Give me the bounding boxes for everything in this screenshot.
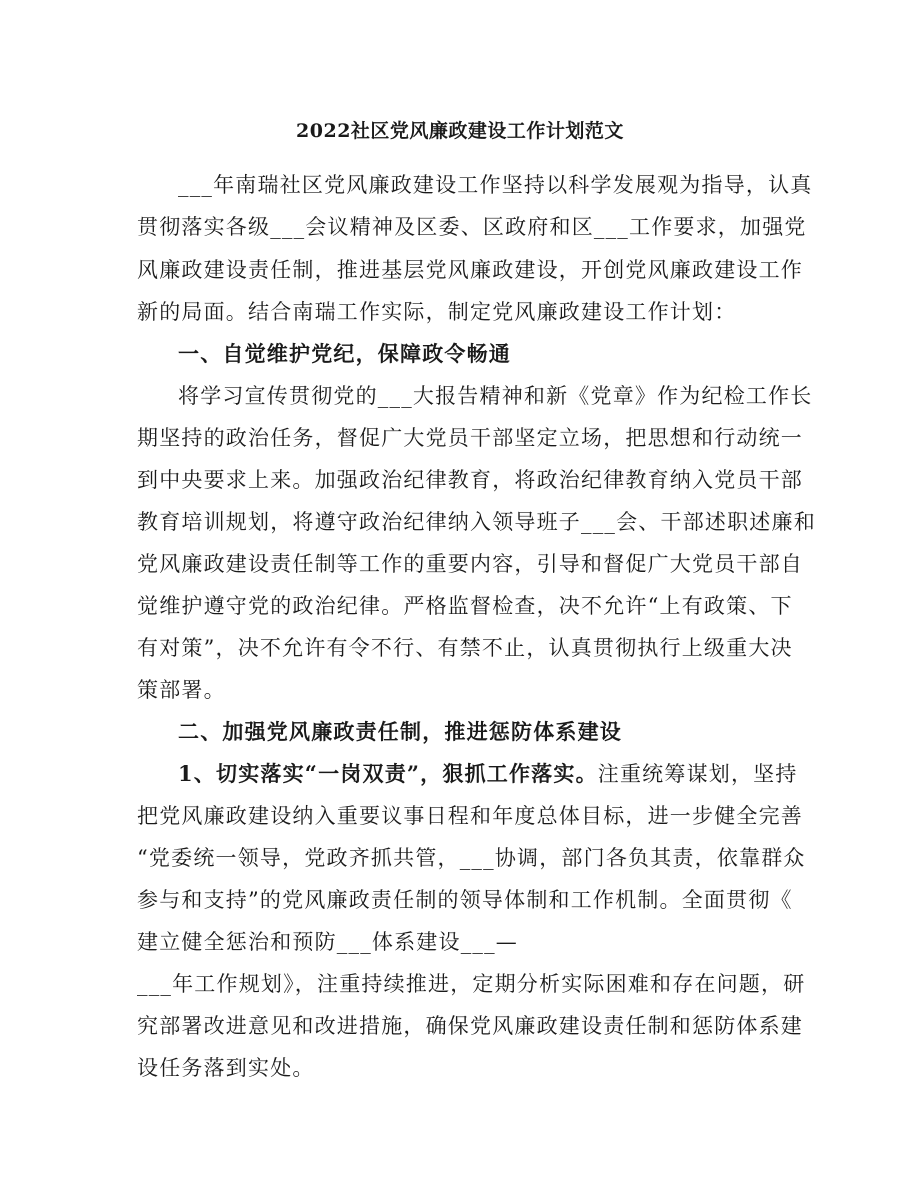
- paragraph-line: 觉维护遵守党的政治纪律。严格监督检查，决不允许“上有政策、下: [137, 594, 793, 618]
- paragraph-line: 教育培训规划，将遵守政治纪律纳入领导班子___会、干部述职述廉和: [137, 510, 816, 534]
- paragraph-line: ___年南瑞社区党风廉政建设工作坚持以科学发展观为指导，认真: [178, 173, 813, 197]
- paragraph-line: 有对策”，决不允许有令不行、有禁不止，认真贯彻执行上级重大决: [137, 636, 793, 660]
- subsection-text: 注重统筹谋划，坚持: [597, 762, 798, 786]
- section-heading: 二、加强党风廉政责任制，推进惩防体系建设: [178, 719, 622, 744]
- paragraph-line: 把党风廉政建设纳入重要议事日程和年度总体目标，进一步健全完善: [137, 804, 803, 828]
- paragraph-line: 新的局面。结合南瑞工作实际，制定党风廉政建设工作计划：: [137, 300, 737, 324]
- paragraph-line: 党风廉政建设责任制等工作的重要内容，引导和督促广大党员干部自: [137, 552, 803, 576]
- paragraph-line: 究部署改进意见和改进措施，确保党风廉政建设责任制和惩防体系建: [137, 1014, 803, 1038]
- paragraph-line: 参与和支持”的党风廉政责任制的领导体制和工作机制。全面贯彻《: [137, 888, 793, 912]
- paragraph-line: 期坚持的政治任务，督促广大党员干部坚定立场，把思想和行动统一: [137, 426, 803, 450]
- paragraph-line: 风廉政建设责任制，推进基层党风廉政建设，开创党风廉政建设工作: [137, 258, 803, 282]
- section-heading: 一、自觉维护党纪，保障政令畅通: [178, 341, 511, 366]
- paragraph-line: ___年工作规划》，注重持续推进，定期分析实际困难和存在问题，研: [137, 972, 806, 996]
- subsection-heading: 1、切实落实“一岗双责”，狠抓工作落实。: [178, 761, 598, 786]
- paragraph-line: “党委统一领导，党政齐抓共管，___协调，部门各负其责，依靠群众: [137, 846, 806, 870]
- paragraph-line: 设任务落到实处。: [137, 1056, 315, 1080]
- document-title: 2022社区党风廉政建设工作计划范文: [296, 120, 624, 142]
- paragraph-line: 策部署。: [137, 678, 226, 702]
- paragraph-line: 到中央要求上来。加强政治纪律教育，将政治纪律教育纳入党员干部: [137, 468, 803, 492]
- subsection-line: [178, 759, 798, 789]
- paragraph-line: 贯彻落实各级___会议精神及区委、区政府和区___工作要求，加强党: [137, 215, 807, 239]
- paragraph-line: 建立健全惩治和预防___体系建设___—: [137, 930, 518, 954]
- paragraph-line: 将学习宣传贯彻党的___大报告精神和新《党章》作为纪检工作长: [178, 384, 813, 408]
